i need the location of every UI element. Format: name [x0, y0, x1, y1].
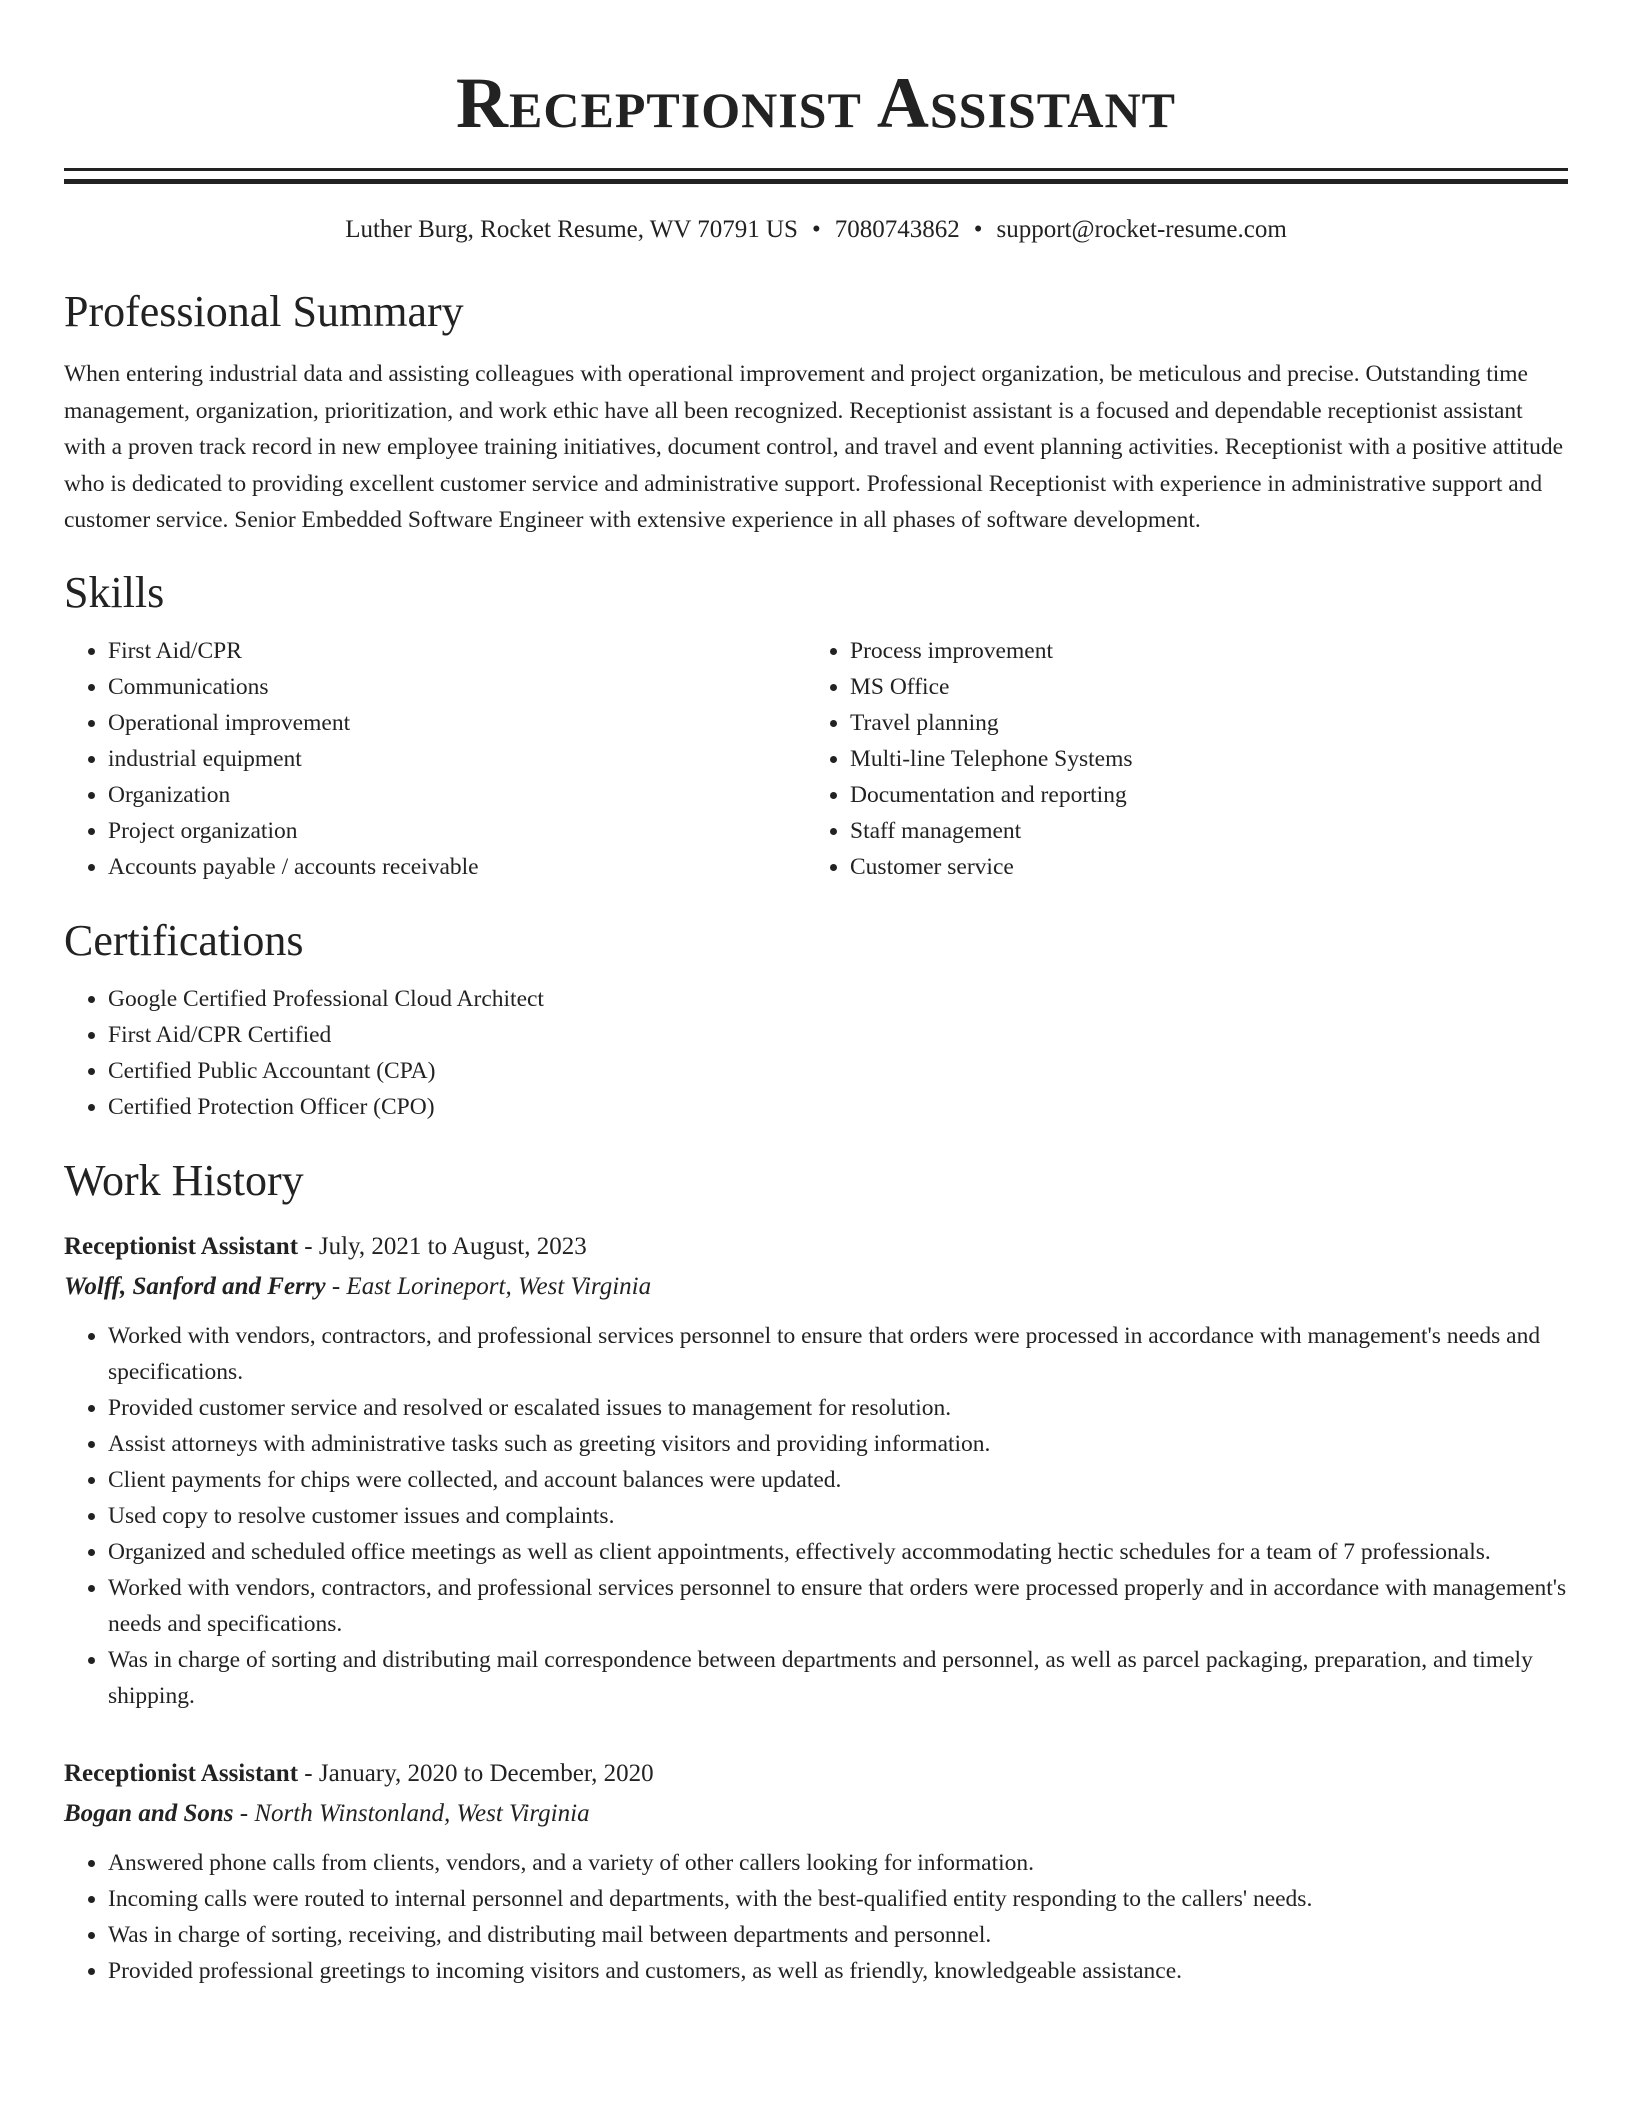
contact-phone: 7080743862 [834, 216, 960, 243]
certifications-list [64, 981, 1568, 1125]
job-dates: - January, 2020 to December, 2020 [298, 1759, 654, 1787]
job-company-line [64, 1794, 1568, 1834]
job-duty-item: • Client payments for chips were collected, and account balances were updated. [108, 1462, 1568, 1498]
skill-item: • Project organization [108, 813, 806, 849]
certification-item: • Certified Protection Officer (CPO) [108, 1089, 1568, 1125]
skill-item: • First Aid/CPR [108, 633, 806, 669]
skill-item: • Multi-line Telephone Systems [850, 741, 1548, 777]
work-history-heading: Work History [64, 1155, 304, 1205]
contact-separator: • [973, 216, 983, 243]
title-rule-top [64, 168, 1568, 171]
skill-item: • Organization [108, 777, 806, 813]
job-duties-list [64, 1318, 1568, 1714]
certification-item: • Google Certified Professional Cloud Architect [108, 981, 1568, 1017]
skill-item: • Process improvement [850, 633, 1548, 669]
job-title: Receptionist Assistant [64, 1232, 299, 1260]
job-duty-item: • Was in charge of sorting and distributing mail correspondence between departments and personnel, as well as parcel packaging, preparation, and timely shipping. [108, 1642, 1568, 1714]
job-duty-item: • Used copy to resolve customer issues and complaints. [108, 1498, 1568, 1534]
job-location: - East Lorineport, West Virginia [325, 1272, 652, 1300]
skills-column-right [806, 633, 1548, 885]
skills-columns [64, 633, 1568, 885]
skill-item: • Staff management [850, 813, 1548, 849]
certifications-heading: Certifications [64, 915, 304, 965]
job-duties-list [64, 1845, 1568, 1989]
skills-list-right [806, 633, 1548, 885]
job-duty-item: • Organized and scheduled office meetings as well as client appointments, effectively accommodating hectic schedules for a team of 7 professionals. [108, 1534, 1568, 1570]
skills-heading: Skills [64, 567, 165, 617]
job-title-line [64, 1754, 1568, 1794]
job-dates: - July, 2021 to August, 2023 [298, 1232, 587, 1260]
skill-item: • Operational improvement [108, 705, 806, 741]
job-company: Wolff, Sanford and Ferry [64, 1272, 326, 1300]
job-duty-item: • Provided professional greetings to incoming visitors and customers, as well as friendly, knowledgeable assistance. [108, 1953, 1568, 1989]
job-location: - North Winstonland, West Virginia [233, 1799, 590, 1827]
job-duty-item: • Assist attorneys with administrative tasks such as greeting visitors and providing information. [108, 1426, 1568, 1462]
summary-text: When entering industrial data and assisting colleagues with operational improvement and project organization, be meticulous and precise. Outstanding time management, organization, prioritization, and work ethic have all been recognized. Receptionist assistant is a focused and dependable receptionist assistant with a proven track record in new employee training initiatives, document control, and travel and event planning activities. Receptionist with a positive attitude who is dedicated to providing excellent customer service and administrative support. Professional Receptionist with experience in administrative support and customer service. Senior Embedded Software Engineer with extensive experience in all phases of software development. [64, 361, 1563, 533]
job-company-line [64, 1267, 1568, 1307]
job-company: Bogan and Sons [64, 1799, 234, 1827]
contact-line [64, 214, 1568, 246]
title-rule-bottom [64, 179, 1568, 184]
certification-item: • Certified Public Accountant (CPA) [108, 1053, 1568, 1089]
skill-item: • Customer service [850, 849, 1548, 885]
certification-item: • First Aid/CPR Certified [108, 1017, 1568, 1053]
skills-column-left [64, 633, 806, 885]
job-title-line [64, 1227, 1568, 1267]
contact-email: support@rocket-resume.com [996, 216, 1287, 243]
job-entry [64, 1754, 1568, 1989]
resume-title: Receptionist Assistant [456, 63, 1176, 143]
skill-item: • Accounts payable / accounts receivable [108, 849, 806, 885]
job-duty-item: • Was in charge of sorting, receiving, and distributing mail between departments and personnel. [108, 1917, 1568, 1953]
job-entry [64, 1227, 1568, 1714]
skill-item: • Communications [108, 669, 806, 705]
job-duty-item: • Incoming calls were routed to internal personnel and departments, with the best-qualified entity responding to the callers' needs. [108, 1881, 1568, 1917]
summary-heading: Professional Summary [64, 287, 464, 336]
skill-item: • Travel planning [850, 705, 1548, 741]
contact-separator: • [811, 216, 821, 243]
job-duty-item: • Worked with vendors, contractors, and professional services personnel to ensure that orders were processed properly and in accordance with management's needs and specifications. [108, 1570, 1568, 1642]
skill-item: • Documentation and reporting [850, 777, 1548, 813]
job-title: Receptionist Assistant [64, 1759, 299, 1787]
contact-address: Luther Burg, Rocket Resume, WV 70791 US [345, 216, 798, 243]
job-duty-item: • Provided customer service and resolved or escalated issues to management for resolution. [108, 1390, 1568, 1426]
job-duty-item: • Worked with vendors, contractors, and professional services personnel to ensure that orders were processed in accordance with management's needs and specifications. [108, 1318, 1568, 1390]
skills-list-left [64, 633, 806, 885]
skill-item: • industrial equipment [108, 741, 806, 777]
job-duty-item: • Answered phone calls from clients, vendors, and a variety of other callers looking for information. [108, 1845, 1568, 1881]
skill-item: • MS Office [850, 669, 1548, 705]
